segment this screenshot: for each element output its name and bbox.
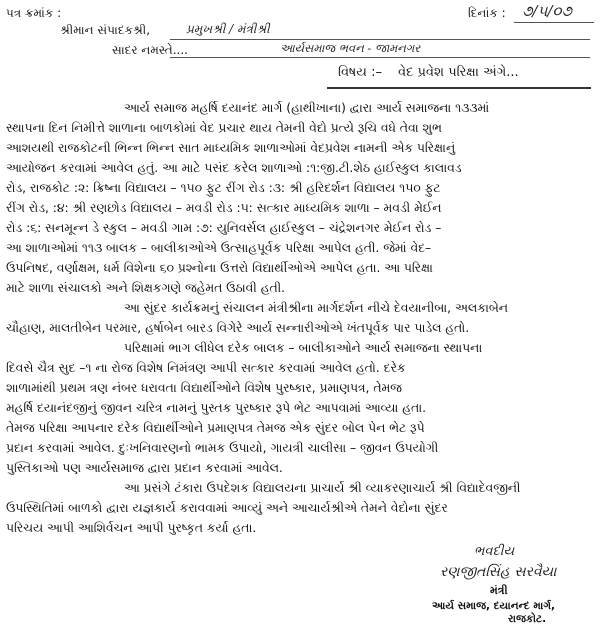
date-label: દિનાંક : — [468, 6, 506, 20]
p1-line: આયોજન કરવામાં આવેલ હતું. આ માટે પસંદ કરેલ શાળાઓ :૧:જી.ટી.શેઠ હાઈસ્કુલ કાલાવડ — [6, 161, 462, 175]
addressee-underline — [170, 39, 590, 40]
p3-line: મહર્ષિ દયાનંદજીનું જીવન ચરિત્ર નામનું પુસ્તક પુરષ્કાર રૂપે ભેટ આપવામાં આવ્યા હતા. — [6, 401, 427, 415]
subject-text: વેદ પ્રવેશ પરિક્ષા અંગે... — [398, 65, 519, 80]
p1-line: આશયથી રાજકોટની ભિન્ન ભિન્ન સાત માધ્યમિક શાળાઓમાં વેદપ્રવેશ નામની એક પરિક્ષાનું — [6, 141, 456, 155]
p3-line: દિવસે ચૈત્ર સુદ –૧ ના રોજ વિશેષ નિમંત્રણ આપી સત્કાર કરવામાં આવેલ હતો. દરેક — [6, 361, 406, 375]
p3-line: શાળામાંથી પ્રથમ ત્રણ નંબર ધરાવતા વિદ્યાર્થીઓને વિશેષ પુરષ્કાર, પ્રમાણપત્ર, તેમજ — [6, 381, 402, 395]
paragraph-4 — [6, 478, 592, 538]
p2-line: ચૌહાણ, માલતીબેન પરમાર, હર્ષાબેન બારડ વિગેરે આર્ય સન્નારીઓએ ખંતપૂર્વક પાર પાડેલ હતો. — [6, 321, 470, 335]
date-underline — [514, 22, 594, 23]
p1-line: રોડ :૬: સનમૂન્ન ડે સ્કુલ – મવડી ગામ :૭: યુનિવર્સલ હાઈસ્કુલ – ચંદ્રેશનગર મેઈન રોડ – — [6, 221, 442, 235]
p1-line: માટે શાળા સંચાલકો અને શિક્ષકગણે જહેમત ઉઠાવી હતી. — [6, 281, 286, 295]
paragraph-3 — [6, 338, 592, 478]
p4-line: ઉપસ્થિતિમાં બાળકો દ્વારા યજ્ઞકાર્ય કરાવવામાં આવ્યું અને આચાર્યશ્રીએ તેમને વેદોના સુંદર — [6, 501, 448, 515]
signature-handwritten: રણજીતસિંહ સરવૈયા — [440, 564, 557, 580]
ref-label: પત્ર ક્રમાંક : — [6, 6, 62, 20]
addressee-org-underline — [170, 57, 590, 58]
addressee-handwritten: પ્રમુખશ્રી / મંત્રીશ્રી — [186, 22, 270, 36]
p2-line: આ સુંદર કાર્યક્રમનું સંચાલન મંત્રીશ્રીના માર્ગદર્શન નીચે દેવયાનીબા, અલકાબેન — [124, 301, 508, 315]
p1-line: આ શાળાઓમાં ૧૧૩ બાલક – બાલીકાઓએ ઉત્સાહપૂર્વક પરિક્ષા આપેલ હતી. જેમાં વેદ– — [6, 241, 432, 255]
p1-line: ઉપનિષદ, વર્ણાક્ષમ, ધર્મ વિશેના ૬૦ પ્રશ્નોના ઉત્તરો વિદ્યાર્થીઓએ આપેલ હતા. આ પરિક્ષા — [6, 261, 433, 275]
p3-line: પ્રદાન કરવામાં આવેલ. દુઃખનિવારણનો ભામક ઉપાયો, ગાયત્રી ચાલીસા – જીવન ઉપયોગી — [6, 441, 439, 455]
p1-line: રોડ, રાજકોટ :૨: ક્રિષ્ના વિદ્યાલય – ૧૫૦ ફુટ રીંગ રોડ :૩: શ્રી હરિદર્શન વિદ્યાલય ૧૫૦ ફુટ — [6, 181, 441, 195]
p4-line: પરિચય આપી આશિર્વચન આપી પુરષ્કૃત કર્યા હતા. — [6, 521, 257, 535]
p1-line: સ્થાપના દિન નિમીત્તે શાળાના બાળકોમાં વેદ પ્રચાર થાય તેમની વેદો પ્રત્યે રૂચિ વધે તેવા શુભ — [6, 121, 442, 135]
p1-line: રીંગ રોડ, :૪: શ્રી રણછોડ વિદ્યાલય – મવડી રોડ :૫: સત્કાર માધ્યમિક શાળા – મવડી મેઈન — [6, 201, 442, 215]
p3-line: પુસ્તિકાઓ પણ આર્યસમાજ દ્વારા પ્રદાન કરવામાં આવેલ. — [6, 461, 283, 475]
p3-line: પરિક્ષામાં ભાગ લીધેલ દરેક બાલક – બાલીકાઓને આર્ય સમાજના સ્થાપના — [124, 341, 483, 355]
p4-line: આ પ્રસંગે ટંકારા ઉપદેશક વિદ્યાલયના પ્રાચાર્ય શ્રી વ્યાકરણાચાર્ય શ્રી વિદ્યાદેવજીની — [124, 481, 521, 495]
subject-label: વિષય :– — [338, 65, 382, 80]
greeting: સાદર નમસ્તે.... — [112, 43, 188, 57]
signatory-organisation: આર્ય સમાજ, દયાનન્દ માર્ગ, — [432, 600, 555, 612]
paragraph-2 — [6, 298, 592, 338]
addressee-org-handwritten: આર્યસમાજ ભવન - જામનગર — [280, 41, 421, 55]
paragraph-1 — [6, 98, 592, 298]
date-value-handwritten: ૭/૫/૦૭ — [522, 2, 572, 20]
signatory-title: મંત્રી — [490, 584, 508, 597]
p1-line: આર્ય સમાજ મહર્ષિ દયાનંદ માર્ગ (હાથીખાના) દ્વારા આર્ય સમાજના ૧૩૩માં — [124, 101, 490, 115]
valediction-handwritten: ભવદીય — [474, 544, 515, 559]
salutation: શ્રીમાન સંપાદકશ્રી, — [60, 23, 151, 37]
signatory-city: રાજકોટ. — [508, 613, 547, 625]
p3-line: તેમજ પરિક્ષા આપનાર દરેક વિદ્યાર્થીઓને પ્રમાણપત્ર તેમજ એક સુંદર બોલ પેન ભેટ રૂપે — [6, 421, 425, 435]
